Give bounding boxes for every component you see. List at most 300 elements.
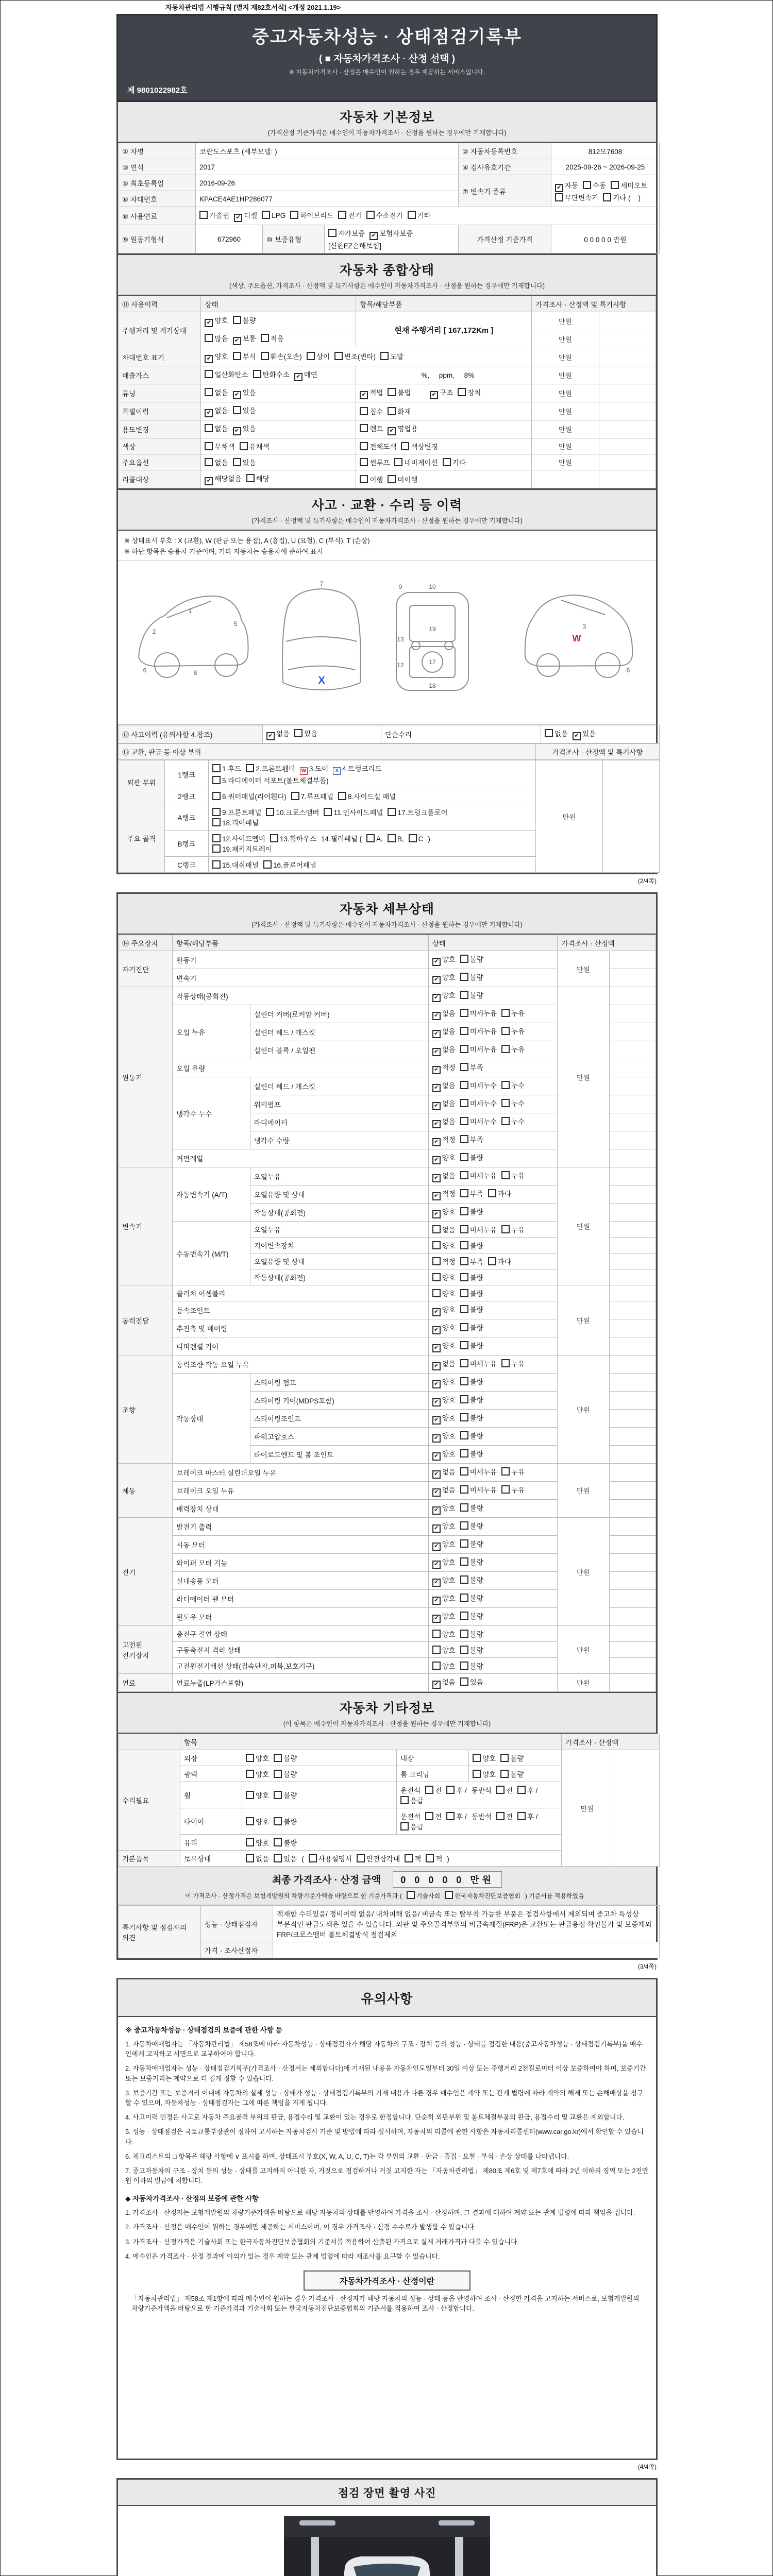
checkbox-unchecked[interactable] xyxy=(407,1891,415,1899)
checkbox-label: 미세누유 xyxy=(469,1486,497,1494)
checkbox-checked[interactable]: ✔ xyxy=(432,958,441,966)
checkbox-checked[interactable]: ✔ xyxy=(432,1543,441,1551)
field-label-cell: 고전원 전기장치 xyxy=(119,1626,173,1674)
checkbox-checked[interactable]: ✔ xyxy=(432,994,441,1002)
checkbox-unchecked[interactable] xyxy=(460,1359,468,1367)
field-value-cell xyxy=(609,951,656,969)
checkbox-unchecked[interactable] xyxy=(400,1822,409,1831)
field-value-cell xyxy=(201,330,356,348)
checkbox-unchecked[interactable] xyxy=(432,1289,441,1297)
checkbox-unchecked[interactable] xyxy=(246,1770,254,1778)
checkbox-unchecked[interactable] xyxy=(432,1273,441,1281)
checkbox-label: 불량 xyxy=(469,1324,483,1332)
checkbox-label: 부족 xyxy=(469,1190,483,1198)
inspection-photos xyxy=(118,2506,656,2576)
checkbox-unchecked[interactable] xyxy=(246,1754,254,1762)
checkbox-unchecked[interactable] xyxy=(246,1791,254,1799)
checkbox-unchecked[interactable] xyxy=(274,1817,282,1825)
checkbox-checked[interactable]: ✔ xyxy=(432,1138,441,1146)
checkbox-label: 세미오토 xyxy=(620,181,648,190)
checkbox-unchecked[interactable] xyxy=(460,1594,468,1602)
checkbox-checked[interactable]: ✔ xyxy=(432,1048,441,1056)
checkbox-label: 양호 xyxy=(442,1522,456,1530)
field-value-cell xyxy=(541,725,660,743)
checkbox-unchecked[interactable] xyxy=(501,1081,510,1089)
checkbox-unchecked[interactable] xyxy=(261,334,269,342)
field-value-cell: 만원 xyxy=(558,1518,609,1626)
checkbox-unchecked[interactable] xyxy=(388,808,396,816)
checkbox-unchecked[interactable] xyxy=(394,458,402,466)
checkbox-unchecked[interactable] xyxy=(443,458,451,466)
checkbox-unchecked[interactable] xyxy=(212,776,221,784)
section-detail-state xyxy=(116,892,658,1960)
checkbox-checked[interactable]: ✔ xyxy=(432,1174,441,1182)
checkbox-checked[interactable]: ✔ xyxy=(432,1398,441,1406)
field-value-cell xyxy=(201,348,532,366)
checkbox-unchecked[interactable] xyxy=(501,1467,510,1476)
checkbox-unchecked[interactable] xyxy=(388,475,396,483)
checkbox-checked[interactable]: ✔ xyxy=(205,409,213,417)
checkbox-unchecked[interactable] xyxy=(328,229,337,237)
checkbox-label: 불량 xyxy=(469,956,483,963)
field-value-cell xyxy=(599,384,656,402)
checkbox-unchecked[interactable] xyxy=(460,1557,468,1566)
checkbox-unchecked[interactable] xyxy=(583,181,591,189)
document-title: 중고자동차성능 · 상태점검기록부 xyxy=(251,27,523,47)
checkbox-unchecked[interactable] xyxy=(460,1377,468,1385)
svg-text:19: 19 xyxy=(429,625,436,633)
checkbox-unchecked[interactable] xyxy=(205,370,213,378)
field-value-cell xyxy=(609,1095,656,1113)
checkbox-unchecked[interactable] xyxy=(460,1449,468,1458)
checkbox-checked[interactable]: ✔ xyxy=(432,1362,441,1370)
checkbox-unchecked[interactable] xyxy=(205,388,213,396)
field-value-cell xyxy=(428,1131,558,1149)
checkbox-checked[interactable]: ✔ xyxy=(555,184,563,192)
checkbox-unchecked[interactable] xyxy=(409,834,417,842)
checkbox-unchecked[interactable] xyxy=(460,1467,468,1476)
checkbox-label: 불량 xyxy=(469,1663,483,1670)
checkbox-label: 양호 xyxy=(442,1577,456,1584)
checkbox-unchecked[interactable] xyxy=(246,1817,254,1825)
checkbox-unchecked[interactable] xyxy=(603,193,611,201)
checkbox-unchecked[interactable] xyxy=(460,1503,468,1512)
checkbox-checked[interactable]: ✔ xyxy=(205,355,213,363)
checkbox-unchecked[interactable] xyxy=(233,406,241,414)
checkbox-label: 이행 xyxy=(369,476,383,484)
checkbox-unchecked[interactable] xyxy=(460,955,468,963)
checkbox-unchecked[interactable] xyxy=(501,1359,510,1367)
checkbox-unchecked[interactable] xyxy=(262,211,270,219)
checkbox-unchecked[interactable] xyxy=(432,1662,441,1670)
field-value-cell xyxy=(609,1059,656,1077)
checkbox-unchecked[interactable] xyxy=(501,1171,510,1179)
checkbox-unchecked[interactable] xyxy=(446,1812,455,1820)
checkbox-unchecked[interactable] xyxy=(205,442,213,450)
checkbox-checked[interactable]: ✔ xyxy=(432,1084,441,1092)
checkbox-checked[interactable]: ✔ xyxy=(432,1434,441,1443)
field-value-cell: 커먼레일 xyxy=(173,1149,428,1167)
checkbox-unchecked[interactable] xyxy=(212,834,221,842)
checkbox-unchecked[interactable] xyxy=(496,1786,505,1794)
checkbox-checked[interactable]: ✔ xyxy=(432,1380,441,1388)
checkbox-unchecked[interactable] xyxy=(517,1786,526,1794)
checkbox-label: 없음 xyxy=(442,1082,456,1090)
checkbox-unchecked[interactable] xyxy=(212,764,221,772)
checkbox-unchecked[interactable] xyxy=(212,844,221,853)
checkbox-unchecked[interactable] xyxy=(460,1305,468,1313)
field-value-cell: 만원 xyxy=(532,312,599,330)
checkbox-checked[interactable]: ✔ xyxy=(432,1506,441,1515)
checkbox-unchecked[interactable] xyxy=(460,1662,468,1670)
checkbox-checked[interactable]: ✔ xyxy=(432,1066,441,1074)
checkbox-checked[interactable]: ✔ xyxy=(432,1030,441,1038)
field-value-cell: 0 0 0 0 0 만원 xyxy=(551,225,660,253)
checkbox-checked[interactable]: ✔ xyxy=(233,337,241,345)
checkbox-unchecked[interactable] xyxy=(545,729,553,737)
checkbox-label: 양호 xyxy=(442,1663,456,1670)
checkbox-checked[interactable]: ✔ xyxy=(432,1452,441,1461)
static-text: 운전석 xyxy=(400,1787,421,1794)
checkbox-unchecked[interactable] xyxy=(366,211,375,219)
field-value-cell xyxy=(242,1782,397,1808)
checkbox-unchecked[interactable] xyxy=(432,1630,441,1638)
checkbox-unchecked[interactable] xyxy=(309,1854,317,1862)
static-text: 이 가격조사 · 산정가격은 보험개발원의 차량기준가액을 바탕으로 한 기준가격과 ( xyxy=(185,1892,402,1900)
checkbox-unchecked[interactable] xyxy=(460,1395,468,1403)
checkbox-unchecked[interactable] xyxy=(274,1791,282,1799)
checkbox-unchecked[interactable] xyxy=(240,442,248,450)
checkbox-unchecked[interactable] xyxy=(338,792,346,800)
checkbox-unchecked[interactable] xyxy=(246,474,255,482)
checkbox-label: 없음 xyxy=(442,1046,456,1054)
checkbox-label: 무채색 xyxy=(214,443,235,451)
checkbox-unchecked[interactable] xyxy=(405,1854,413,1862)
checkbox-unchecked[interactable] xyxy=(199,211,208,219)
checkbox-checked[interactable]: ✔ xyxy=(432,1561,441,1569)
checkbox-unchecked[interactable] xyxy=(425,1786,433,1794)
checkbox-unchecked[interactable] xyxy=(205,424,213,432)
checkbox-label: 누유 xyxy=(511,1486,525,1494)
checkbox-unchecked[interactable] xyxy=(460,1646,468,1654)
checkbox-label: 불량 xyxy=(283,1771,297,1778)
checkbox-unchecked[interactable] xyxy=(357,1854,365,1862)
checkbox-unchecked[interactable] xyxy=(294,729,303,737)
checkbox-unchecked[interactable] xyxy=(500,1770,509,1778)
field-value-cell xyxy=(599,420,656,438)
checkbox-unchecked[interactable] xyxy=(408,211,416,219)
checkbox-checked[interactable]: ✔ xyxy=(432,1308,441,1316)
checkbox-label: 누유 xyxy=(511,1010,525,1018)
checkbox-checked[interactable]: ✔ xyxy=(432,1210,441,1218)
checkbox-unchecked[interactable] xyxy=(460,1207,468,1215)
field-value-cell xyxy=(242,1851,562,1867)
checkbox-checked[interactable]: ✔ xyxy=(233,427,241,435)
checkbox-unchecked[interactable] xyxy=(360,458,368,466)
checkbox-unchecked[interactable] xyxy=(460,1225,468,1233)
static-text: ) xyxy=(447,1855,449,1863)
checkbox-checked[interactable]: ✔ xyxy=(205,477,213,485)
checkbox-unchecked[interactable] xyxy=(460,1241,468,1249)
checkbox-unchecked[interactable] xyxy=(233,458,241,466)
checkbox-unchecked[interactable] xyxy=(360,407,368,415)
checkbox-unchecked[interactable] xyxy=(388,407,396,415)
checkbox-checked[interactable]: ✔ xyxy=(294,373,303,381)
checkbox-label: 양호 xyxy=(442,1631,456,1638)
checkbox-label: 누유 xyxy=(511,1046,525,1054)
checkbox-unchecked[interactable] xyxy=(212,808,221,816)
field-value-cell xyxy=(201,454,356,470)
field-value-cell xyxy=(609,1222,656,1238)
checkbox-unchecked[interactable] xyxy=(501,1009,510,1017)
state-mark-legend xyxy=(118,531,656,561)
static-text: ) xyxy=(428,835,430,843)
checkbox-checked[interactable]: ✔ xyxy=(432,1615,441,1623)
checkbox-unchecked[interactable] xyxy=(270,834,278,842)
checkbox-unchecked[interactable] xyxy=(426,1854,434,1862)
checkbox-unchecked[interactable] xyxy=(212,792,221,800)
checkbox-unchecked[interactable] xyxy=(460,1539,468,1548)
checkbox-unchecked[interactable] xyxy=(460,1575,468,1584)
checkbox-checked[interactable]: ✔ xyxy=(430,391,438,399)
checkbox-unchecked[interactable] xyxy=(246,764,254,772)
field-value-cell: 냉각수 누수 xyxy=(173,1077,250,1149)
checkbox-checked[interactable]: ✔ xyxy=(432,1488,441,1497)
field-value-cell: 룸 크리닝 xyxy=(397,1766,469,1782)
checkbox-unchecked[interactable] xyxy=(460,1153,468,1161)
checkbox-unchecked[interactable] xyxy=(458,388,466,396)
checkbox-unchecked[interactable] xyxy=(488,1189,496,1197)
checkbox-unchecked[interactable] xyxy=(460,1485,468,1494)
checkbox-checked[interactable]: ✔ xyxy=(432,1344,441,1352)
checkbox-unchecked[interactable] xyxy=(380,352,389,360)
checkbox-label: 적정 xyxy=(442,1136,456,1144)
checkbox-unchecked[interactable] xyxy=(334,352,343,360)
checkbox-unchecked[interactable] xyxy=(460,1521,468,1530)
checkbox-unchecked[interactable] xyxy=(246,1838,254,1846)
checkbox-unchecked[interactable] xyxy=(360,424,368,432)
checkbox-unchecked[interactable] xyxy=(611,181,619,189)
checkbox-checked[interactable]: ✔ xyxy=(233,391,241,399)
checkbox-unchecked[interactable] xyxy=(432,1646,441,1654)
checkbox-checked[interactable]: ✔ xyxy=(432,1524,441,1533)
field-value-cell xyxy=(609,1626,656,1642)
checkbox-checked[interactable]: ✔ xyxy=(432,1192,441,1200)
field-value-cell: 윈도우 모터 xyxy=(173,1608,428,1626)
checkbox-unchecked[interactable] xyxy=(460,1630,468,1638)
checkbox-checked[interactable]: ✔ xyxy=(205,319,213,327)
checkbox-unchecked[interactable] xyxy=(233,352,241,360)
field-label-cell: ① 차명 xyxy=(119,143,196,159)
checkbox-unchecked[interactable] xyxy=(400,1796,409,1804)
field-value-cell: 상태 xyxy=(201,296,356,312)
field-label-cell: ⑥ 차대번호 xyxy=(119,191,196,207)
checkbox-checked[interactable]: ✔ xyxy=(234,214,242,222)
field-value-cell: 작동상태(공회전) xyxy=(250,1269,428,1285)
checkbox-label: 미세누유 xyxy=(469,1010,497,1018)
checkbox-unchecked[interactable] xyxy=(360,442,368,450)
checkbox-unchecked[interactable] xyxy=(460,1171,468,1179)
field-value-cell xyxy=(428,1285,558,1301)
checkbox-label: 양호 xyxy=(214,317,228,325)
checkbox-unchecked[interactable] xyxy=(460,973,468,981)
field-value-cell: 클러치 어셈블리 xyxy=(173,1285,428,1301)
checkbox-unchecked[interactable] xyxy=(555,193,563,201)
checkbox-unchecked[interactable] xyxy=(253,370,261,378)
checkbox-checked[interactable]: ✔ xyxy=(432,1597,441,1605)
checkbox-checked[interactable]: ✔ xyxy=(432,1102,441,1110)
field-value-cell xyxy=(428,1041,558,1059)
checkbox-unchecked[interactable] xyxy=(460,1045,468,1053)
checkbox-unchecked[interactable] xyxy=(517,1812,526,1820)
checkbox-checked[interactable]: ✔ xyxy=(432,1579,441,1587)
checkbox-unchecked[interactable] xyxy=(261,352,269,360)
checkbox-unchecked[interactable] xyxy=(460,1677,468,1686)
checkbox-checked[interactable]: ✔ xyxy=(432,1681,441,1689)
checkbox-unchecked[interactable] xyxy=(274,1770,282,1778)
checkbox-label: 부족 xyxy=(469,1258,483,1266)
checkbox-unchecked[interactable] xyxy=(460,1135,468,1143)
checkbox-unchecked[interactable] xyxy=(263,860,272,869)
form-table xyxy=(118,725,660,743)
checkbox-unchecked[interactable] xyxy=(307,352,315,360)
checkbox-unchecked[interactable] xyxy=(432,1225,441,1233)
checkbox-label: 디젤 xyxy=(244,212,258,219)
checkbox-label: 불량 xyxy=(469,1540,483,1548)
checkbox-unchecked[interactable] xyxy=(460,1413,468,1421)
checkbox-unchecked[interactable] xyxy=(388,834,396,842)
checkbox-unchecked[interactable] xyxy=(460,1612,468,1620)
checkbox-unchecked[interactable] xyxy=(338,211,346,219)
checkbox-unchecked[interactable] xyxy=(460,1027,468,1035)
checkbox-unchecked[interactable] xyxy=(473,1754,481,1762)
checkbox-unchecked[interactable] xyxy=(212,818,221,826)
checkbox-checked[interactable]: ✔ xyxy=(432,1470,441,1479)
field-value-cell xyxy=(609,1319,656,1337)
form-table xyxy=(118,760,660,873)
static-text: ) 기준서를 적용하였음 xyxy=(525,1892,584,1900)
checkbox-unchecked[interactable] xyxy=(274,1838,282,1846)
svg-text:1: 1 xyxy=(188,607,192,615)
field-value-cell xyxy=(242,1835,562,1851)
checkbox-unchecked[interactable] xyxy=(425,1812,433,1820)
checkbox-unchecked[interactable] xyxy=(460,1189,468,1197)
checkbox-unchecked[interactable] xyxy=(388,388,396,396)
checkbox-unchecked[interactable] xyxy=(446,1786,455,1794)
checkbox-unchecked[interactable] xyxy=(496,1812,505,1820)
checkbox-unchecked[interactable] xyxy=(274,1854,282,1862)
checkbox-unchecked[interactable] xyxy=(233,316,241,324)
checkbox-unchecked[interactable] xyxy=(460,1063,468,1071)
checkbox-checked[interactable]: ✔ xyxy=(432,1416,441,1425)
checkbox-unchecked[interactable] xyxy=(366,834,375,842)
checkbox-checked[interactable]: ✔ xyxy=(432,1120,441,1128)
checkbox-unchecked[interactable] xyxy=(266,808,274,816)
checkbox-checked[interactable]: ✔ xyxy=(360,391,368,399)
field-label-cell: 가격조사 · 산정액 및 특기사항 xyxy=(536,744,660,760)
checkbox-checked[interactable]: ✔ xyxy=(573,732,581,740)
field-value-cell: 스티어링조인트 xyxy=(250,1410,428,1428)
field-value-cell xyxy=(263,725,381,743)
page-marker-3: (3/4쪽) xyxy=(637,1963,657,1970)
checkbox-unchecked[interactable] xyxy=(432,1241,441,1249)
checkbox-checked[interactable]: ✔ xyxy=(432,1156,441,1164)
checkbox-label: C xyxy=(418,835,424,843)
checkbox-label: 미세누유 xyxy=(469,1468,497,1476)
checkbox-unchecked[interactable] xyxy=(460,1009,468,1017)
checkbox-unchecked[interactable] xyxy=(290,211,298,219)
checkbox-unchecked[interactable] xyxy=(401,442,409,450)
field-value-cell: 오일 누유 xyxy=(173,1005,250,1059)
checkbox-label: 불량 xyxy=(469,1522,483,1530)
checkbox-unchecked[interactable] xyxy=(501,1027,510,1035)
field-value-cell: 동력조향 작동 오일 누유 xyxy=(173,1355,428,1374)
checkbox-checked[interactable]: ✔ xyxy=(432,1326,441,1334)
checkbox-unchecked[interactable] xyxy=(460,1273,468,1281)
checkbox-unchecked[interactable] xyxy=(460,1323,468,1331)
checkbox-unchecked[interactable] xyxy=(205,334,213,342)
checkbox-checked[interactable]: ✔ xyxy=(432,976,441,984)
checkbox-unchecked[interactable] xyxy=(460,1081,468,1089)
checkbox-unchecked[interactable] xyxy=(501,1117,510,1125)
checkbox-checked[interactable]: ✔ xyxy=(369,232,378,240)
checkbox-unchecked[interactable] xyxy=(500,1754,509,1762)
checkbox-label: 없음 xyxy=(442,1486,456,1494)
checkbox-unchecked[interactable] xyxy=(488,1257,496,1265)
checkbox-unchecked[interactable] xyxy=(460,1099,468,1107)
field-value-cell: 오일유량 및 상태 xyxy=(250,1185,428,1204)
checkbox-label: 불량 xyxy=(469,1290,483,1298)
checkbox-unchecked[interactable] xyxy=(501,1485,510,1494)
checkbox-unchecked[interactable] xyxy=(212,860,221,869)
checkbox-checked[interactable]: ✔ xyxy=(432,1012,441,1020)
checkbox-checked[interactable]: ✔ xyxy=(388,427,396,435)
checkbox-label: 양호 xyxy=(256,1792,270,1800)
checkbox-unchecked[interactable] xyxy=(460,1117,468,1125)
checkbox-unchecked[interactable] xyxy=(246,1854,254,1862)
checkbox-unchecked[interactable] xyxy=(501,1099,510,1107)
checkbox-label: 불량 xyxy=(242,317,256,325)
checkbox-unchecked[interactable] xyxy=(460,1257,468,1265)
checkbox-label: 불법 xyxy=(397,389,411,397)
checkbox-unchecked[interactable] xyxy=(460,991,468,999)
checkbox-unchecked[interactable] xyxy=(445,1891,453,1899)
field-label-cell: ④ 검사유효기간 xyxy=(459,159,551,175)
checkbox-label: 7.루프패널 xyxy=(300,793,334,801)
checkbox-unchecked[interactable] xyxy=(501,1045,510,1053)
checkbox-unchecked[interactable] xyxy=(501,1225,510,1233)
checkbox-unchecked[interactable] xyxy=(274,1754,282,1762)
checkbox-unchecked[interactable] xyxy=(460,1431,468,1439)
field-value-cell: 2017 xyxy=(196,159,459,175)
checkbox-label: 불량 xyxy=(283,1792,297,1800)
field-value-cell xyxy=(428,1518,558,1536)
checkbox-unchecked[interactable] xyxy=(460,1289,468,1297)
field-value-cell: 오일유량 및 상태 xyxy=(250,1253,428,1269)
checkbox-label: 18.리어패널 xyxy=(222,819,259,827)
field-value-cell xyxy=(428,987,558,1005)
checkbox-unchecked[interactable] xyxy=(360,475,368,483)
checkbox-unchecked[interactable] xyxy=(473,1770,481,1778)
checkbox-unchecked[interactable] xyxy=(460,1341,468,1349)
checkbox-unchecked[interactable] xyxy=(324,808,332,816)
checkbox-unchecked[interactable] xyxy=(432,1257,441,1265)
field-value-cell xyxy=(428,1319,558,1337)
checkbox-checked[interactable]: ✔ xyxy=(266,732,275,740)
checkbox-unchecked[interactable] xyxy=(205,458,213,466)
checkbox-unchecked[interactable] xyxy=(291,792,299,800)
field-value-cell xyxy=(209,857,536,873)
